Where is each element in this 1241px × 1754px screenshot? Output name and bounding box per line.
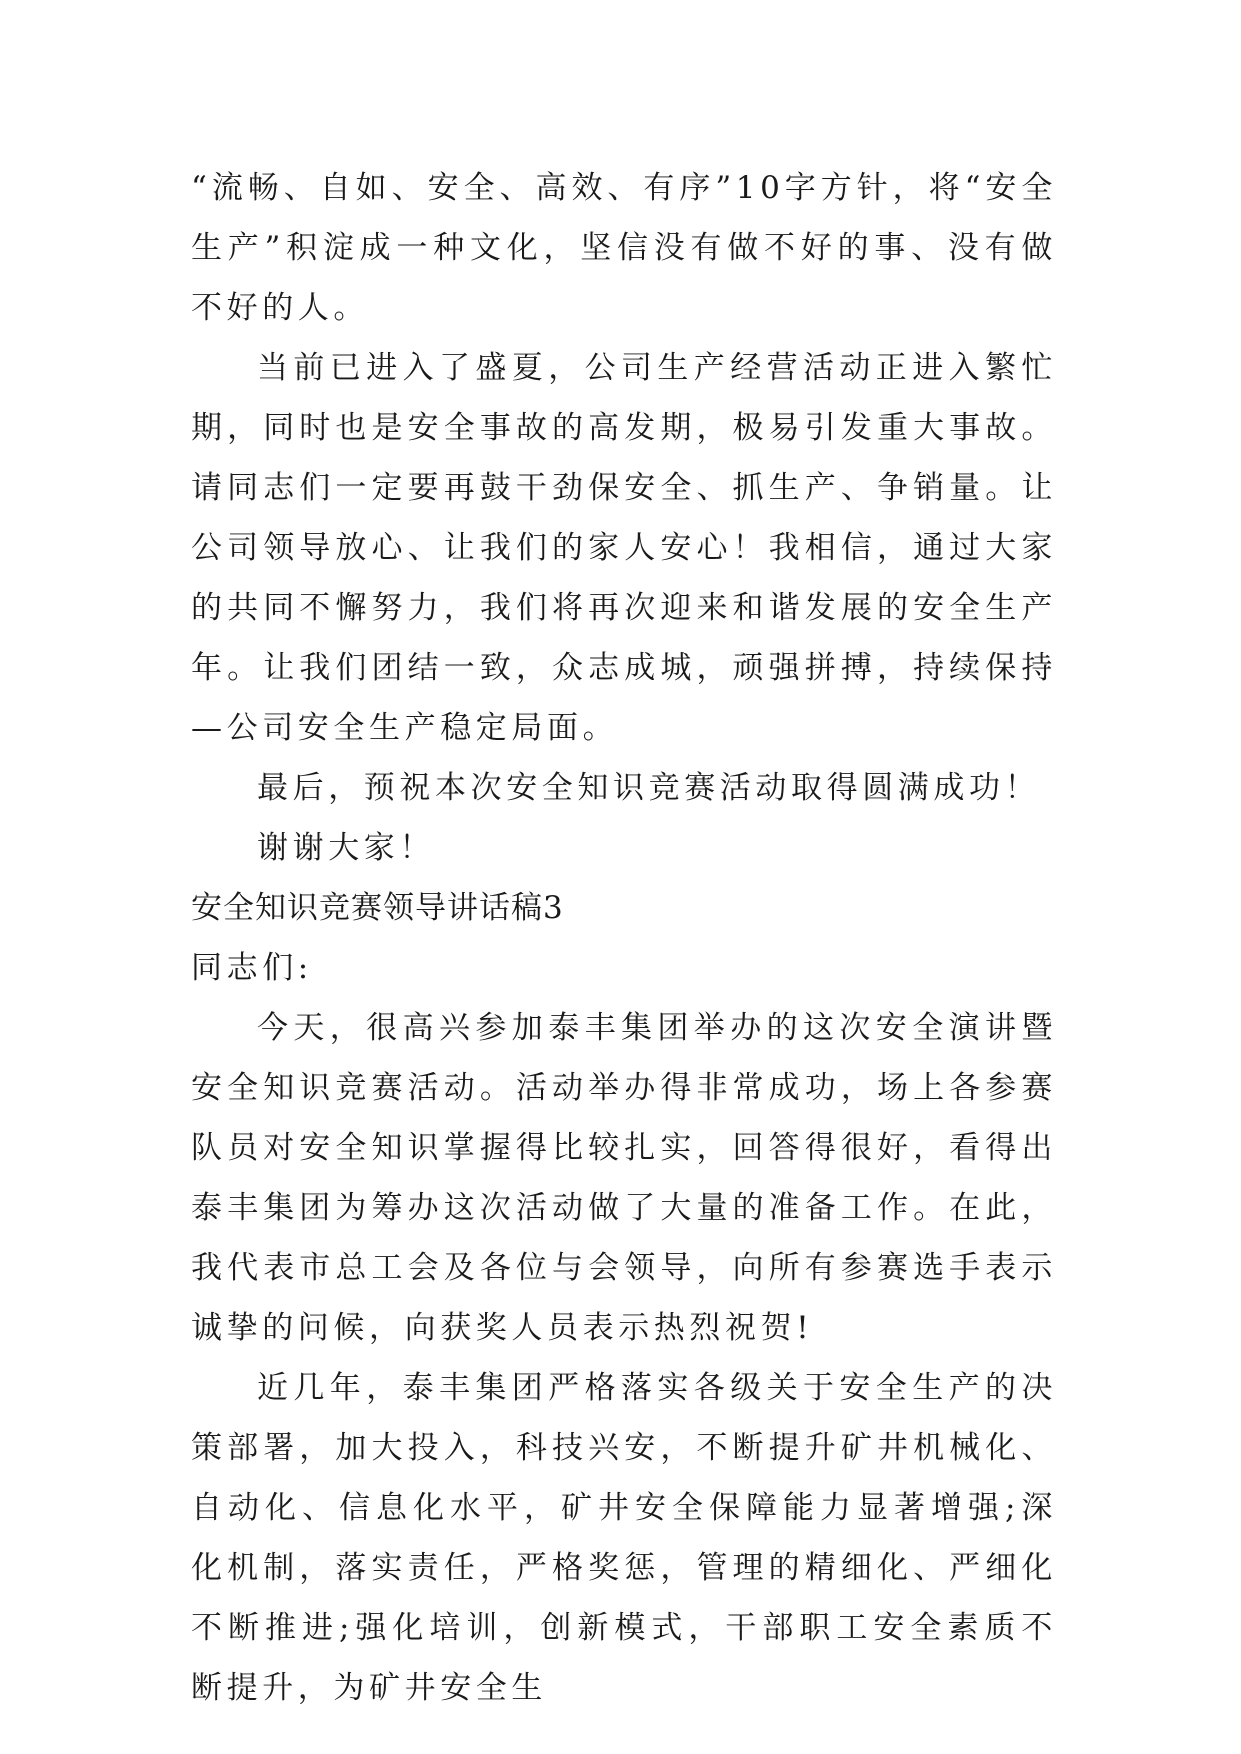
salutation: 同志们: <box>191 950 313 986</box>
paragraph-achievements: 近几年，泰丰集团严格落实各级关于安全生产的决策部署，加大投入，科技兴安，不断提升矿井机械化、自动化、信息化水平，矿井安全保障能力显著增强;深化机制，落实责任，严格奖惩，管理的精细化、严细化不断推进;强化培训，创新模式，干部职工安全素质不断提升，为矿井安全生 <box>191 1370 1057 1706</box>
paragraph-continued: “流畅、自如、安全、高效、有序”10字方针，将“安全生产”积淀成一种文化，坚信没有做不好的事、没有做不好的人。 <box>191 170 1057 326</box>
paragraph-opening: 今天，很高兴参加泰丰集团举办的这次安全演讲暨安全知识竞赛活动。活动举办得非常成功，场上各参赛队员对安全知识掌握得比较扎实，回答得很好，看得出泰丰集团为筹办这次活动做了大量的准备工作。在此，我代表市总工会及各位与会领导，向所有参赛选手表示诚挚的问候，向获奖人员表示热烈祝贺! <box>191 1010 1057 1346</box>
document-body <box>191 158 1057 1718</box>
paragraph-thanks: 谢谢大家！ <box>257 830 435 866</box>
paragraph-summer-safety: 当前已进入了盛夏，公司生产经营活动正进入繁忙期，同时也是安全事故的高发期，极易引发重大事故。请同志们一定要再鼓干劲保安全、抓生产、争销量。让公司领导放心、让我们的家人安心！我相信，通过大家的共同不懈努力，我们将再次迎来和谐发展的安全生产年。让我们团结一致，众志成城，顽强拼搏，持续保持—公司安全生产稳定局面。 <box>191 350 1057 746</box>
paragraph-closing-wish: 最后，预祝本次安全知识竞赛活动取得圆满成功！ <box>257 770 1041 806</box>
section-heading: 安全知识竞赛领导讲话稿3 <box>191 890 564 926</box>
